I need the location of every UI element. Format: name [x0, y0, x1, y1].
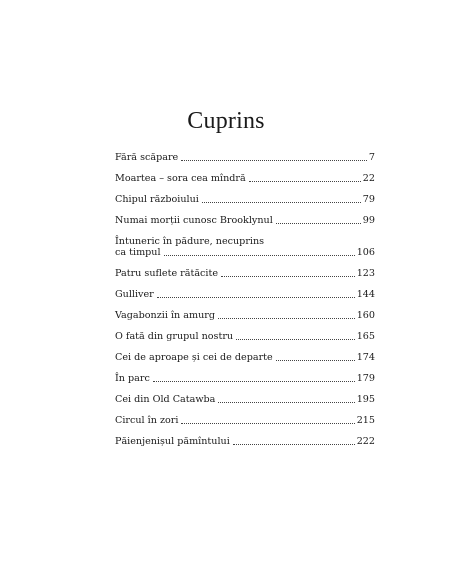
dot-leader — [218, 402, 354, 403]
dot-leader — [202, 202, 361, 203]
toc-entry-title: În parc — [115, 373, 150, 384]
toc-entry-page: 222 — [356, 436, 375, 447]
page-title: Cuprins — [187, 108, 265, 134]
toc-entry-title: Patru suflete rătăcite — [115, 268, 219, 279]
toc-entry-title: Cei din Old Catawba — [115, 394, 216, 405]
dot-leader — [236, 339, 355, 340]
dot-leader — [221, 276, 355, 277]
toc-entry — [115, 215, 375, 226]
dot-leader — [249, 181, 361, 182]
dot-leader — [181, 423, 354, 424]
toc-entry-title-line2: ca timpul — [115, 247, 161, 258]
toc-entry-page: 123 — [356, 268, 375, 279]
dot-leader — [157, 297, 355, 298]
toc-entry — [115, 173, 375, 184]
toc-entry — [115, 310, 375, 321]
toc-entry-page: 7 — [368, 152, 375, 163]
toc-entry-page: 160 — [356, 310, 375, 321]
toc-entry — [115, 394, 375, 405]
toc-entry-page: 106 — [356, 247, 375, 258]
toc-entry-title: Păienjenișul pămîntului — [115, 436, 230, 447]
toc-entry-title: Numai morții cunosc Brooklynul — [115, 215, 273, 226]
dot-leader — [181, 160, 367, 161]
toc-entry-title: Chipul războiului — [115, 194, 199, 205]
toc-entry — [115, 331, 375, 342]
dot-leader — [218, 318, 355, 319]
table-of-contents — [115, 152, 375, 457]
toc-entry — [115, 194, 375, 205]
toc-entry — [115, 352, 375, 363]
toc-entry-page: 144 — [356, 289, 375, 300]
toc-entry — [115, 236, 375, 258]
toc-entry-page: 165 — [356, 331, 375, 342]
toc-entry — [115, 289, 375, 300]
toc-entry-page: 179 — [356, 373, 375, 384]
toc-entry-page: 22 — [362, 173, 375, 184]
dot-leader — [276, 360, 355, 361]
dot-leader — [153, 381, 355, 382]
toc-entry-page: 79 — [362, 194, 375, 205]
dot-leader — [233, 444, 355, 445]
toc-entry-page: 215 — [356, 415, 375, 426]
dot-leader — [276, 223, 361, 224]
toc-entry — [115, 268, 375, 279]
toc-entry-title: Vagabonzii în amurg — [115, 310, 215, 321]
toc-entry-page: 174 — [356, 352, 375, 363]
toc-entry-title: Circul în zori — [115, 415, 179, 426]
toc-entry-title: Gulliver — [115, 289, 154, 300]
toc-entry-page: 195 — [356, 394, 375, 405]
toc-entry — [115, 436, 375, 447]
toc-entry-title-line1: Întuneric în pădure, necuprins — [115, 236, 265, 247]
toc-entry-title: O fată din grupul nostru — [115, 331, 234, 342]
toc-entry — [115, 415, 375, 426]
toc-entry-page: 99 — [362, 215, 375, 226]
toc-entry — [115, 373, 375, 384]
toc-entry-title: Fără scăpare — [115, 152, 179, 163]
toc-entry-title: Moartea – sora cea mîndră — [115, 173, 246, 184]
toc-entry-title: Cei de aproape și cei de departe — [115, 352, 273, 363]
dot-leader — [164, 255, 355, 256]
toc-entry — [115, 152, 375, 163]
